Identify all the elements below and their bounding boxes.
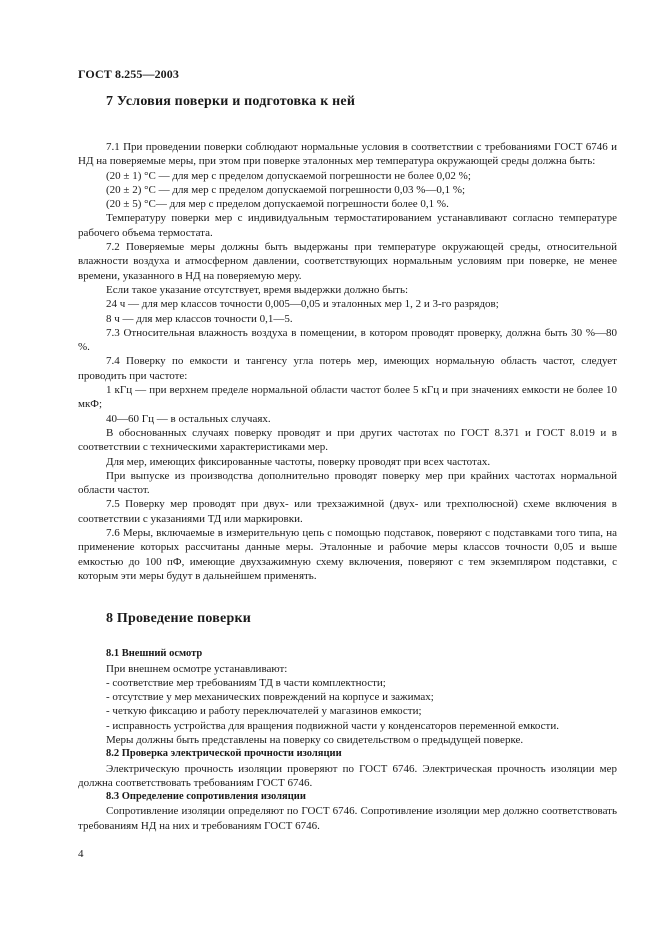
paragraph-7-3: 7.3 Относительная влажность воздуха в помещении, в котором проводят проверку, должна быть 30 %—80 %. xyxy=(78,326,617,354)
paragraph-holding-time: Если такое указание отсутствует, время выдержки должно быть: xyxy=(106,283,409,296)
temp-condition-1: (20 ± 1) °С — для мер с пределом допускаемой погрешности не более 0,02 %; xyxy=(106,169,471,182)
page-number: 4 xyxy=(78,848,84,860)
temp-condition-3: (20 ± 5) °С— для мер с пределом допускаемой погрешности более 0,1 %. xyxy=(106,198,449,211)
holding-time-1: 24 ч — для мер классов точности 0,005—0,05 и эталонных мер 1, 2 и 3-го разрядов; xyxy=(106,298,499,311)
inspection-closing: Меры должны быть представлены на поверку со свидетельством о предыдущей поверке. xyxy=(106,733,524,746)
holding-time-2: 8 ч — для мер классов точности 0,1—5. xyxy=(106,312,293,325)
paragraph-production: При выпуске из производства дополнительно проводят поверку мер при крайних частотах нормальной области частот. xyxy=(78,469,617,497)
subsection-8-1-title: 8.1 Внешний осмотр xyxy=(106,648,203,660)
inspection-item: - отсутствие у мер механических повреждений на корпусе и зажимах; xyxy=(106,691,434,704)
section-7-title: 7 Условия поверки и подготовка к ней xyxy=(106,94,356,109)
paragraph-other-frequencies: В обоснованных случаях поверку проводят и при других частотах по ГОСТ 8.371 и ГОСТ 8.019 и в соответствии с техническими характеристиками мер. xyxy=(78,426,617,454)
paragraph-7-1: 7.1 При проведении поверки соблюдают нормальные условия в соответствии с требованиями ГОСТ 6746 и НД на поверяемые меры, при этом при поверке эталонных мер температура окружающей среды должна быть: xyxy=(78,141,617,168)
temp-condition-2: (20 ± 2) °С — для мер с пределом допускаемой погрешности 0,03 %—0,1 %; xyxy=(106,183,466,196)
subsection-8-2-text: Электрическую прочность изоляции проверяют по ГОСТ 6746. Электрическая прочность изоляции мер должна соответствовать требованиям ГОСТ 6746. xyxy=(78,762,617,789)
subsection-8-3-title: 8.3 Определение сопротивления изоляции xyxy=(106,791,306,803)
paragraph-7-5: 7.5 Поверку мер проводят при двух- или трехзажимной (двух- или трехполюсной) схеме включения в соответствии с указаниями ТД или маркировки. xyxy=(78,498,617,525)
paragraph-7-6: 7.6 Меры, включаемые в измерительную цепь с помощью подставок, поверяют с подставками того типа, на применение которых рассчитаны данные меры. Эталонные и рабочие меры классов точности 0,05 и выше емкостью до 100 пФ, имеющие двухзажимную схему включения, поверяют с тем экземпляром подставки, с которым эти меры будут в дальнейшем применять. xyxy=(78,527,617,582)
paragraph-fixed-frequencies: Для мер, имеющих фиксированные частоты, поверку проводят при всех частотах. xyxy=(106,455,491,468)
page-content xyxy=(78,94,617,833)
paragraph-thermostat: Температуру поверки мер с индивидуальным термостатированием устанавливают согласно температуре рабочего объема термостата. xyxy=(78,212,617,239)
frequency-2: 40—60 Гц — в остальных случаях. xyxy=(106,412,271,425)
subsection-8-3-text: Сопротивление изоляции определяют по ГОСТ 6746. Сопротивление изоляции мер должно соответствовать требованиям НД на них и требованиям ГОСТ 6746. xyxy=(78,805,617,832)
inspection-intro: При внешнем осмотре устанавливают: xyxy=(106,662,288,675)
frequency-1: 1 кГц — при верхнем пределе нормальной области частот более 5 кГц и при значениях емкости не более 10 мкФ; xyxy=(78,384,617,411)
inspection-item: - исправность устройства для вращения подвижной части у конденсаторов переменной емкости. xyxy=(106,719,560,732)
inspection-item: - четкую фиксацию и работу переключателей у магазинов емкости; xyxy=(106,705,422,718)
paragraph-7-2: 7.2 Поверяемые меры должны быть выдержаны при температуре окружающей среды, относительной влажности воздуха и атмосферном давлении, соответствующих нормальным условиям при поверке, не менее времени, указанного в НД на поверяемую меру. xyxy=(78,241,617,282)
subsection-8-2-title: 8.2 Проверка электрической прочности изоляции xyxy=(106,748,342,760)
inspection-item: - соответствие мер требованиям ТД в части комплектности; xyxy=(106,676,386,689)
document-header: ГОСТ 8.255—2003 xyxy=(78,67,179,81)
paragraph-7-4: 7.4 Поверку по емкости и тангенсу угла потерь мер, имеющих нормальную область частот, следует проводить при частоте: xyxy=(78,355,617,382)
section-8-title: 8 Проведение поверки xyxy=(106,611,251,627)
